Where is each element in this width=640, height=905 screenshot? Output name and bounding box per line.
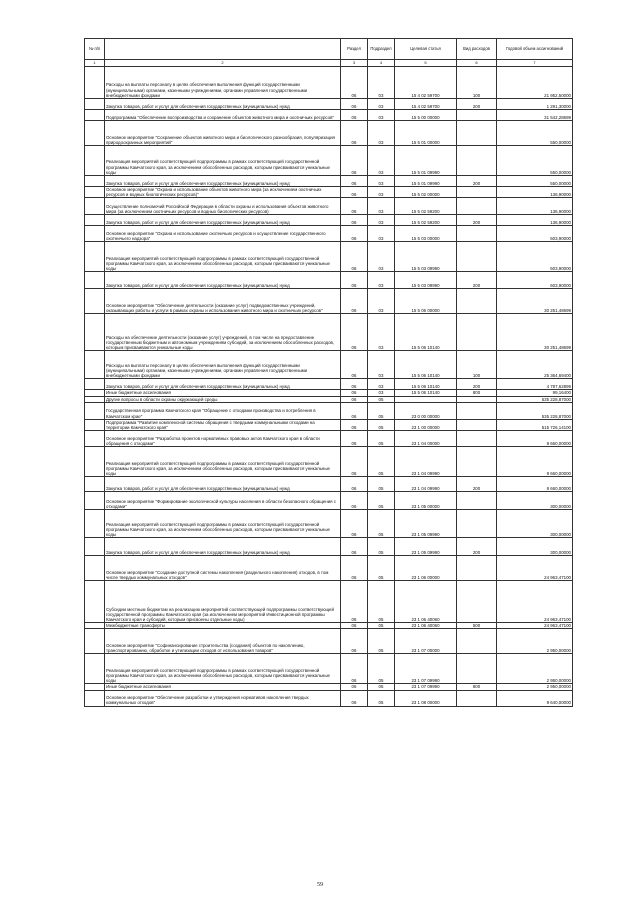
amount-cell: 8 660,00000 (497, 431, 573, 447)
expense-type-cell: 200 (457, 215, 497, 226)
section-code-cell: 06 (341, 556, 368, 581)
amount-cell: 550,00000 (497, 176, 573, 187)
subsection-code-cell: 05 (368, 447, 395, 477)
table-row (85, 431, 573, 447)
target-article-cell: 15 5 02 59200 (395, 198, 457, 215)
target-article-cell: 15 5 02 59200 (395, 215, 457, 226)
table-row (85, 289, 573, 314)
budget-table (84, 38, 573, 707)
section-code-cell: 06 (341, 110, 368, 121)
subsection-code-cell: 05 (368, 538, 395, 556)
amount-cell: 603,90000 (497, 226, 573, 242)
section-code-cell: 06 (341, 176, 368, 187)
item-name-cell: Закупка товаров, работ и услуг для обеспечения государственных (муниципальных) нужд (105, 379, 341, 390)
row-index-cell (85, 226, 105, 242)
section-code-cell: 06 (341, 289, 368, 314)
subsection-code-cell: 03 (368, 226, 395, 242)
item-name-cell: Закупка товаров, работ и услуг для обеспечения государственных (муниципальных) нужд (105, 176, 341, 187)
row-index-cell (85, 121, 105, 146)
item-name-cell: Закупка товаров, работ и услуг для обеспечения государственных (муниципальных) нужд (105, 99, 341, 110)
item-name-cell: Основное мероприятие "Обеспечение разработки и утверждения нормативов накопления твердых коммунальных отходов" (105, 690, 341, 706)
subsection-code-cell: 05 (368, 431, 395, 447)
section-code-cell: 06 (341, 215, 368, 226)
row-index-cell (85, 215, 105, 226)
target-article-cell: 23 1 07 00000 (395, 629, 457, 654)
section-code-cell: 06 (341, 379, 368, 390)
expense-type-cell (457, 121, 497, 146)
expense-type-cell: 200 (457, 379, 497, 390)
target-article-cell: 15 5 03 09990 (395, 242, 457, 272)
target-article-cell: 15 4 02 59700 (395, 67, 457, 99)
header-cell (105, 39, 341, 60)
table-row (85, 198, 573, 215)
section-code-cell: 06 (341, 431, 368, 447)
item-name-cell: Закупка товаров, работ и услуг для обеспечения государственных (муниципальных) нужд (105, 538, 341, 556)
amount-cell: 300,00000 (497, 492, 573, 510)
item-name-cell: Подпрограмма "Обеспечение воспроизводства и сохранение объектов животного мира и охотничьих ресурсов" (105, 110, 341, 121)
row-index-cell (85, 581, 105, 623)
row-index-cell (85, 654, 105, 684)
amount-cell: 24 963,47100 (497, 623, 573, 629)
header-cell: Подраздел (368, 39, 395, 60)
expense-type-cell: 200 (457, 477, 497, 492)
section-code-cell: 06 (341, 99, 368, 110)
table-row (85, 110, 573, 121)
expense-type-cell (457, 510, 497, 538)
section-code-cell: 06 (341, 684, 368, 690)
item-name-cell: Основное мероприятие "Формирование экологической культуры населения в области безопасного обращения с отходами" (105, 492, 341, 510)
column-number: 6 (457, 60, 497, 67)
table-row (85, 314, 573, 351)
subsection-code-cell: 05 (368, 510, 395, 538)
item-name-cell: Другие вопросы в области охраны окружающей среды (105, 396, 341, 402)
subsection-code-cell: 05 (368, 684, 395, 690)
target-article-cell: 15 5 01 09990 (395, 146, 457, 176)
amount-cell: 550,00000 (497, 146, 573, 176)
section-code-cell: 06 (341, 187, 368, 198)
item-name-cell: Реализация мероприятий соответствующей подпрограммы в рамках соответствующей государственной программы Камчатского края, за исключением обособленных расходов, которым присваиваются уникальные коды (105, 654, 341, 684)
item-name-cell: Межбюджетные трансферты (105, 623, 341, 629)
expense-type-cell (457, 447, 497, 477)
amount-cell: 8 660,00000 (497, 477, 573, 492)
expense-type-cell: 200 (457, 176, 497, 187)
subsection-code-cell: 05 (368, 623, 395, 629)
table-row (85, 402, 573, 419)
row-index-cell (85, 629, 105, 654)
item-name-cell: Основное мероприятие "Охрана и использование объектов животного мира (за исключением охотничьих ресурсов и водных биологических ресурсов)" (105, 187, 341, 198)
table-row (85, 176, 573, 187)
item-name-cell: Иные бюджетные ассигнования (105, 390, 341, 396)
table-row (85, 581, 573, 623)
expense-type-cell (457, 242, 497, 272)
expense-type-cell: 200 (457, 538, 497, 556)
header-cell: Раздел (341, 39, 368, 60)
table-row (85, 226, 573, 242)
item-name-cell: Основное мероприятие "Разработка проектов нормативных правовых актов Камчатского края в области обращения с отходами" (105, 431, 341, 447)
target-article-cell: 23 1 06 00000 (395, 556, 457, 581)
row-index-cell (85, 198, 105, 215)
subsection-code-cell: 05 (368, 629, 395, 654)
amount-cell: 1 291,30000 (497, 99, 573, 110)
section-code-cell: 06 (341, 402, 368, 419)
row-index-cell (85, 690, 105, 706)
table-row (85, 654, 573, 684)
section-code-cell: 06 (341, 623, 368, 629)
target-article-cell: 15 4 02 59700 (395, 99, 457, 110)
expense-type-cell (457, 289, 497, 314)
target-article-cell: 23 1 05 09990 (395, 510, 457, 538)
row-index-cell (85, 419, 105, 430)
section-code-cell: 06 (341, 198, 368, 215)
item-name-cell: Закупка товаров, работ и услуг для обеспечения государственных (муниципальных) нужд (105, 215, 341, 226)
section-code-cell: 06 (341, 396, 368, 402)
item-name-cell: Основное мероприятие "Софинансирование строительства (создания) объектов по накоплению, транспортированию, обработке и утилизации отходов от использования товаров" (105, 629, 341, 654)
target-article-cell: 23 1 04 09990 (395, 447, 457, 477)
subsection-code-cell: 03 (368, 289, 395, 314)
amount-cell: 2 950,00000 (497, 629, 573, 654)
expense-type-cell (457, 226, 497, 242)
target-article-cell: 15 5 06 00000 (395, 289, 457, 314)
row-index-cell (85, 402, 105, 419)
subsection-code-cell: 05 (368, 402, 395, 419)
subsection-code-cell: 05 (368, 477, 395, 492)
target-article-cell: 23 1 05 00000 (395, 492, 457, 510)
expense-type-cell (457, 690, 497, 706)
subsection-code-cell: 03 (368, 99, 395, 110)
section-code-cell: 06 (341, 146, 368, 176)
item-name-cell: Осуществление полномочий Российской Федерации в области охраны и использования объектов животного мира (за исключением охотничьих ресурсов и водных биологических ресурсов) (105, 198, 341, 215)
subsection-code-cell: 03 (368, 67, 395, 99)
subsection-code-cell: 03 (368, 390, 395, 396)
amount-cell: 136,90000 (497, 215, 573, 226)
item-name-cell: Субсидии местным бюджетам на реализацию мероприятий соответствующей подпрограммы соответствующей государственной программы Камчатского края (за исключением мероприятий Инвестиционной программы Камчатского края и субсидий, которым присвоены отдельные коды) (105, 581, 341, 623)
table-header (85, 39, 573, 67)
section-code-cell: 06 (341, 67, 368, 99)
item-name-cell: Основное мероприятие "Охрана и использование охотничьих ресурсов и осуществление государственного охотничьего надзора" (105, 226, 341, 242)
amount-cell: 30 251,48699 (497, 289, 573, 314)
target-article-cell: 15 5 06 10140 (395, 314, 457, 351)
item-name-cell: Иные бюджетные ассигнования (105, 684, 341, 690)
row-index-cell (85, 110, 105, 121)
target-article-cell: 15 5 01 09990 (395, 176, 457, 187)
section-code-cell: 06 (341, 447, 368, 477)
table-row (85, 99, 573, 110)
table-row (85, 67, 573, 99)
amount-cell: 31 542,28699 (497, 110, 573, 121)
header-row (85, 39, 573, 60)
table-row (85, 351, 573, 379)
amount-cell: 4 787,62899 (497, 379, 573, 390)
subsection-code-cell: 03 (368, 314, 395, 351)
row-index-cell (85, 492, 105, 510)
target-article-cell: 15 5 03 09990 (395, 272, 457, 289)
expense-type-cell (457, 581, 497, 623)
item-name-cell: Основное мероприятие "Обеспечение деятельности (оказание услуг) подведомственных учреждений, оказывающих работы и услуги в рамках охраны и использования животного мира и охотничьих ресурсов" (105, 289, 341, 314)
table-row (85, 187, 573, 198)
table-row (85, 121, 573, 146)
expense-type-cell (457, 654, 497, 684)
section-code-cell: 06 (341, 510, 368, 538)
amount-cell: 550,00000 (497, 121, 573, 146)
row-index-cell (85, 510, 105, 538)
amount-cell: 9 640,00000 (497, 690, 573, 706)
expense-type-cell: 200 (457, 272, 497, 289)
expense-type-cell (457, 556, 497, 581)
page-number: 59 (317, 882, 323, 888)
amount-cell: 2 950,00000 (497, 654, 573, 684)
section-code-cell: 06 (341, 629, 368, 654)
amount-cell: 99,16400 (497, 390, 573, 396)
section-code-cell: 06 (341, 538, 368, 556)
item-name-cell: Государственная программа Камчатского края "Обращение с отходами производства и потребления в Камчатском крае" (105, 402, 341, 419)
target-article-cell: 23 1 04 00000 (395, 431, 457, 447)
row-index-cell (85, 447, 105, 477)
subsection-code-cell: 03 (368, 110, 395, 121)
subsection-code-cell: 03 (368, 121, 395, 146)
amount-cell: 21 952,50000 (497, 67, 573, 99)
row-index-cell (85, 242, 105, 272)
item-name-cell: Закупка товаров, работ и услуг для обеспечения государственных (муниципальных) нужд (105, 272, 341, 289)
amount-cell: 535 228,87000 (497, 402, 573, 419)
expense-type-cell: 100 (457, 67, 497, 99)
table-row (85, 272, 573, 289)
expense-type-cell (457, 198, 497, 215)
expense-type-cell (457, 146, 497, 176)
column-number: 7 (497, 60, 573, 67)
expense-type-cell (457, 314, 497, 351)
header-cell: № п/п (85, 39, 105, 60)
item-name-cell: Расходы на выплаты персоналу в целях обеспечения выполнения функций государственными (муниципальными) органами, казенными учреждениями, органами управления государственными внебюджетными фондами (105, 67, 341, 99)
section-code-cell: 06 (341, 492, 368, 510)
expense-type-cell (457, 110, 497, 121)
amount-cell: 515 726,14100 (497, 419, 573, 430)
table-row (85, 447, 573, 477)
subsection-code-cell: 05 (368, 492, 395, 510)
target-article-cell: 23 1 04 09990 (395, 477, 457, 492)
target-article-cell: 15 5 02 00000 (395, 187, 457, 198)
table-row (85, 629, 573, 654)
section-code-cell: 06 (341, 390, 368, 396)
subsection-code-cell: 05 (368, 581, 395, 623)
column-number: 2 (105, 60, 341, 67)
row-index-cell (85, 379, 105, 390)
section-code-cell: 06 (341, 581, 368, 623)
column-number: 3 (341, 60, 368, 67)
header-cell: Целевая статья (395, 39, 457, 60)
target-article-cell: 23 1 05 09990 (395, 538, 457, 556)
item-name-cell: Основное мероприятие "Создание доступной системы накопления (раздельного накопления) отходов, в том числе твердых коммунальных отходов" (105, 556, 341, 581)
subsection-code-cell: 05 (368, 419, 395, 430)
target-article-cell: 15 5 01 00000 (395, 121, 457, 146)
amount-cell: 300,00000 (497, 510, 573, 538)
amount-cell: 300,00000 (497, 538, 573, 556)
expense-type-cell: 800 (457, 684, 497, 690)
target-article-cell: 23 1 08 00000 (395, 690, 457, 706)
row-index-cell (85, 351, 105, 379)
row-index-cell (85, 314, 105, 351)
subsection-code-cell: 05 (368, 396, 395, 402)
amount-cell: 30 251,48699 (497, 314, 573, 351)
subsection-code-cell: 03 (368, 187, 395, 198)
row-index-cell (85, 538, 105, 556)
item-name-cell: Закупка товаров, работ и услуг для обеспечения государственных (муниципальных) нужд (105, 477, 341, 492)
subsection-code-cell: 03 (368, 198, 395, 215)
row-index-cell (85, 272, 105, 289)
header-cell: Вид расходов (457, 39, 497, 60)
section-code-cell: 06 (341, 272, 368, 289)
target-article-cell: 15 5 06 10140 (395, 379, 457, 390)
expense-type-cell: 800 (457, 390, 497, 396)
table-row (85, 510, 573, 538)
target-article-cell: 15 5 06 10140 (395, 390, 457, 396)
table-row (85, 146, 573, 176)
subsection-code-cell: 03 (368, 272, 395, 289)
section-code-cell: 06 (341, 121, 368, 146)
table-row (85, 690, 573, 706)
subsection-code-cell: 03 (368, 242, 395, 272)
table-row (85, 379, 573, 390)
expense-type-cell (457, 431, 497, 447)
amount-cell: 603,90000 (497, 272, 573, 289)
expense-type-cell (457, 419, 497, 430)
row-index-cell (85, 477, 105, 492)
expense-type-cell (457, 629, 497, 654)
column-number: 1 (85, 60, 105, 67)
amount-cell: 603,90000 (497, 242, 573, 272)
expense-type-cell: 500 (457, 623, 497, 629)
row-index-cell (85, 289, 105, 314)
table-row (85, 242, 573, 272)
row-index-cell (85, 99, 105, 110)
table-row (85, 477, 573, 492)
section-code-cell: 06 (341, 477, 368, 492)
item-name-cell: Подпрограмма "Развитие комплексной системы обращения с твердыми коммунальными отходами на территории Камчатского края" (105, 419, 341, 430)
section-code-cell: 06 (341, 226, 368, 242)
subsection-code-cell: 03 (368, 176, 395, 187)
expense-type-cell (457, 492, 497, 510)
table-row (85, 215, 573, 226)
row-index-cell (85, 556, 105, 581)
section-code-cell: 06 (341, 654, 368, 684)
amount-cell: 136,90000 (497, 198, 573, 215)
amount-cell: 8 660,00000 (497, 447, 573, 477)
amount-cell: 136,90000 (497, 187, 573, 198)
item-name-cell: Расходы на выплаты персоналу в целях обеспечения выполнения функций государственными (муниципальными) органами, казенными учреждениями, органами управления государственными внебюджетными фондами (105, 351, 341, 379)
target-article-cell: 23 1 06 40060 (395, 581, 457, 623)
section-code-cell: 06 (341, 690, 368, 706)
subsection-code-cell: 03 (368, 215, 395, 226)
subsection-code-cell: 03 (368, 351, 395, 379)
item-name-cell: Реализация мероприятий соответствующей подпрограммы в рамках соответствующей государственной программы Камчатского края, за исключением обособленных расходов, которым присваиваются уникальные коды (105, 447, 341, 477)
row-index-cell (85, 67, 105, 99)
subsection-code-cell: 03 (368, 379, 395, 390)
header-cell: Годовой объем ассигнований (497, 39, 573, 60)
column-number: 5 (395, 60, 457, 67)
amount-cell: 24 963,47100 (497, 581, 573, 623)
target-article-cell: 23 1 06 40060 (395, 623, 457, 629)
table-body (85, 67, 573, 707)
target-article-cell: 23 1 07 09990 (395, 654, 457, 684)
amount-cell: 24 963,47100 (497, 556, 573, 581)
expense-type-cell (457, 187, 497, 198)
expense-type-cell: 100 (457, 351, 497, 379)
column-number: 4 (368, 60, 395, 67)
table-row (85, 556, 573, 581)
subsection-code-cell: 03 (368, 146, 395, 176)
table-row (85, 538, 573, 556)
section-code-cell: 06 (341, 314, 368, 351)
target-article-cell: 23 1 00 00000 (395, 419, 457, 430)
section-code-cell: 06 (341, 242, 368, 272)
section-code-cell: 06 (341, 351, 368, 379)
item-name-cell: Реализация мероприятий соответствующей подпрограммы в рамках соответствующей государственной программы Камчатского края, за исключением обособленных расходов, которым присваиваются уникальные коды (105, 510, 341, 538)
table-row (85, 492, 573, 510)
item-name-cell: Расходы на обеспечение деятельности (оказание услуг) учреждений, в том числе на предоставление государственным бюджетным и автономным учреждениям субсидий, за исключением обособленных расходов, которым присваиваются уникальные коды (105, 314, 341, 351)
item-name-cell: Основное мероприятие "Сохранение объектов животного мира и биологического разнообразия, популяризация природоохранных мероприятий" (105, 121, 341, 146)
subsection-code-cell: 05 (368, 654, 395, 684)
expense-type-cell (457, 402, 497, 419)
column-number-row (85, 60, 573, 67)
target-article-cell: 23 1 07 09990 (395, 684, 457, 690)
target-article-cell: 15 5 03 00000 (395, 226, 457, 242)
amount-cell: 2 950,00000 (497, 684, 573, 690)
amount-cell: 25 364,69400 (497, 351, 573, 379)
table-row (85, 419, 573, 430)
subsection-code-cell: 05 (368, 556, 395, 581)
subsection-code-cell: 05 (368, 690, 395, 706)
target-article-cell: 23 0 00 00000 (395, 402, 457, 419)
row-index-cell (85, 176, 105, 187)
expense-type-cell: 200 (457, 99, 497, 110)
item-name-cell: Реализация мероприятий соответствующей подпрограммы в рамках соответствующей государственной программы Камчатского края, за исключением обособленных расходов, которым присваиваются уникальные коды (105, 242, 341, 272)
row-index-cell (85, 431, 105, 447)
row-index-cell (85, 187, 105, 198)
section-code-cell: 06 (341, 419, 368, 430)
item-name-cell: Реализация мероприятий соответствующей подпрограммы в рамках соответствующей государственной программы Камчатского края, за исключением обособленных расходов, которым присваиваются уникальные коды (105, 146, 341, 176)
target-article-cell: 15 5 06 10140 (395, 351, 457, 379)
target-article-cell: 15 5 00 00000 (395, 110, 457, 121)
row-index-cell (85, 146, 105, 176)
amount-cell: 535 228,87000 (497, 396, 573, 402)
